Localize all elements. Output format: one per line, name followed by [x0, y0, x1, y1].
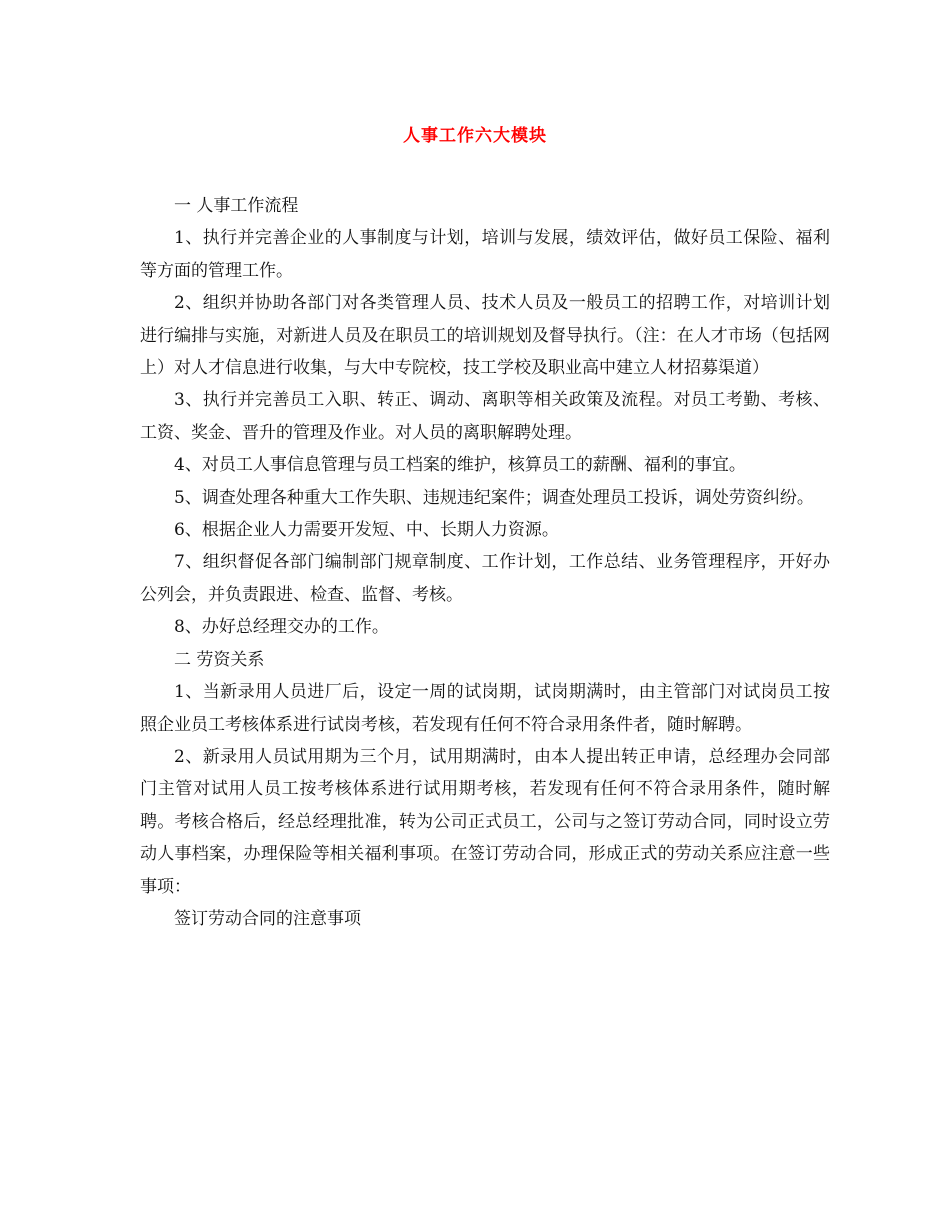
paragraph-3: 3、执行并完善员工入职、转正、调动、离职等相关政策及流程。对员工考勤、考核、工资、奖金、晋升的管理及作业。对人员的离职解聘处理。 — [140, 390, 830, 443]
paragraph-2: 2、组织并协助各部门对各类管理人员、技术人员及一般员工的招聘工作，对培训计划进行编排与实施，对新进人员及在职员工的培训规划及督导执行。（注：在人才市场（包括网上）对人才信息进行收集，与大中专院校，技工学校及职业高中建立人材招募渠道） — [140, 293, 830, 379]
section-heading-labor-relations: 二 劳资关系 — [174, 649, 265, 670]
paragraph-6: 6、根据企业人力需要开发短、中、长期人力资源。 — [174, 520, 559, 541]
paragraph-5: 5、调查处理各种重大工作失职、违规违纪案件；调查处理员工投诉，调处劳资纠纷。 — [174, 487, 814, 508]
section-heading-hr-workflow: 一 人事工作流程 — [174, 196, 299, 216]
document-title: 人事工作六大模块 — [403, 126, 547, 146]
paragraph-8: 8、办好总经理交办的工作。 — [174, 617, 389, 638]
paragraph-7: 7、组织督促各部门编制部门规章制度、工作计划，工作总结、业务管理程序，开好办公列会，并负责跟进、检查、监督、考核。 — [140, 552, 830, 605]
paragraph-10: 2、新录用人员试用期为三个月，试用期满时，由本人提出转正申请，总经理办会同部门主管对试用人员工按考核体系进行试用期考核，若发现有任何不符合录用条件，随时解聘。考核合格后，经总经理批准，转为公司正式员工，公司与之签订劳动合同，同时设立劳动人事档案，办理保险等相关福利事项。在签订劳动合同，形成正式的劳动关系应注意一些事项： — [140, 746, 830, 897]
document-body — [140, 190, 830, 935]
subheading-contract-notes: 签订劳动合同的注意事项 — [174, 908, 361, 929]
paragraph-9: 1、当新录用人员进厂后，设定一周的试岗期，试岗期满时，由主管部门对试岗员工按照企业员工考核体系进行试岗考核，若发现有任何不符合录用条件者，随时解聘。 — [140, 682, 830, 735]
paragraph-4: 4、对员工人事信息管理与员工档案的维护，核算员工的薪酬、福利的事宜。 — [174, 455, 746, 476]
paragraph-1: 1、执行并完善企业的人事制度与计划，培训与发展，绩效评估，做好员工保险、福利等方面的管理工作。 — [140, 228, 830, 281]
